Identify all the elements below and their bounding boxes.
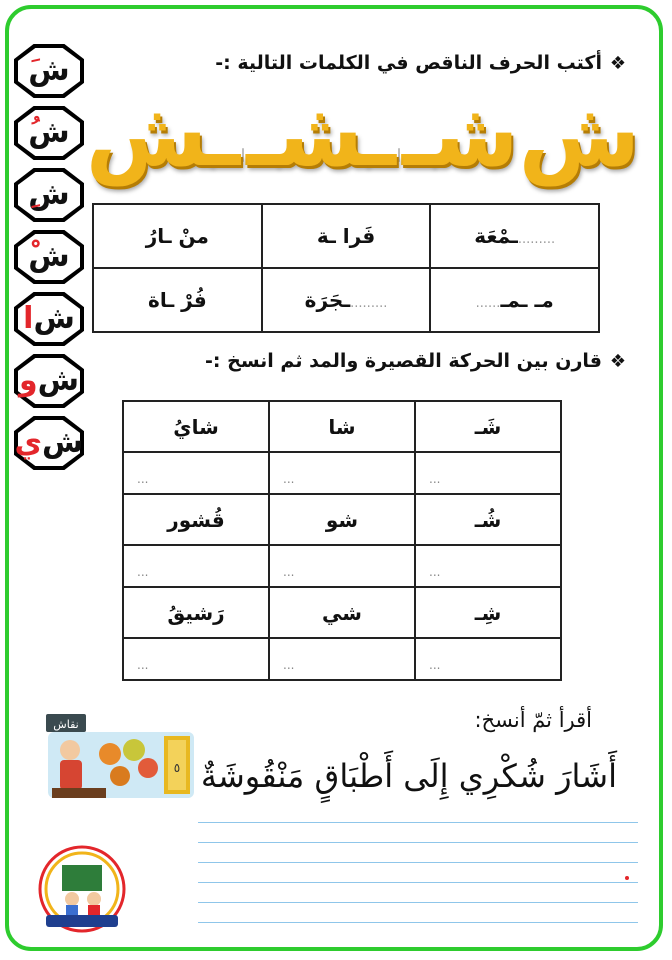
word-cell[interactable]: فَرا ـة [262, 204, 431, 268]
table-row [123, 587, 561, 638]
section1-heading: ❖أكتب الحرف الناقص في الكلمات التالية :- [215, 52, 627, 74]
connector-box [398, 148, 400, 162]
missing-letter-table [92, 203, 600, 333]
classroom-illustration [44, 710, 196, 802]
writing-line[interactable] [198, 842, 638, 843]
badge-fatha: ش [14, 44, 84, 98]
copy-cell[interactable]: ... [123, 638, 269, 680]
big-letter-isolated: ش [518, 83, 640, 186]
writing-line[interactable] [198, 902, 638, 903]
badge-alif: ش ا [14, 292, 84, 346]
writing-line[interactable] [198, 922, 638, 923]
writing-line[interactable] [198, 862, 638, 863]
word-cell: شا [269, 401, 415, 452]
read-copy-label: أقرأ ثمّ أنسخ: [474, 708, 592, 732]
diamond-bullet-icon: ❖ [609, 52, 627, 74]
badge-ya: ش ي [14, 416, 84, 470]
word-cell[interactable]: فُرْ ـاة [93, 268, 262, 332]
copy-row [123, 452, 561, 494]
badge-kasra: ش [14, 168, 84, 222]
badge-waw: ش و [14, 354, 84, 408]
word-cell: شي [269, 587, 415, 638]
big-letter-final: ـش [85, 83, 241, 186]
school-logo-icon [38, 845, 126, 933]
word-cell[interactable]: منْ ـارُ [93, 204, 262, 268]
reading-sentence: أَشَارَ شُكْرِي إِلَى أَطْبَاقٍ مَنْقُوشَةٌ [200, 757, 617, 795]
copy-cell[interactable]: ... [123, 452, 269, 494]
badge-sukun: ش [14, 230, 84, 284]
big-letter-forms [85, 80, 640, 190]
writing-lines[interactable] [198, 822, 638, 942]
svg-text:نقاش: نقاش [53, 718, 79, 731]
copy-cell[interactable]: ... [269, 545, 415, 587]
copy-cell[interactable]: ... [415, 452, 561, 494]
word-cell: شايُ [123, 401, 269, 452]
red-dot-mark [625, 876, 629, 880]
word-cell: شُـ [415, 494, 561, 545]
section2-heading: ❖قارن بين الحركة القصيرة والمد ثم انسخ :- [205, 350, 627, 372]
word-cell: شو [269, 494, 415, 545]
copy-cell[interactable]: ... [415, 638, 561, 680]
table-row [93, 204, 599, 268]
big-letter-medial: ـشـ [246, 83, 396, 186]
compare-copy-table [122, 400, 562, 681]
copy-cell[interactable]: ... [269, 638, 415, 680]
word-cell: رَشيقُ [123, 587, 269, 638]
connector-box [242, 148, 244, 162]
diamond-bullet-icon: ❖ [609, 350, 627, 372]
writing-line[interactable] [198, 882, 638, 883]
word-cell: قُشور [123, 494, 269, 545]
word-cell: شِـ [415, 587, 561, 638]
word-cell: شَـ [415, 401, 561, 452]
word-cell[interactable]: .........ـمْعَة [430, 204, 599, 268]
table-row [123, 401, 561, 452]
copy-cell[interactable]: ... [123, 545, 269, 587]
writing-line[interactable] [198, 822, 638, 823]
table-row [123, 494, 561, 545]
letter-badges [14, 44, 88, 478]
table-row [93, 268, 599, 332]
word-cell[interactable]: .........ـجَرَة [262, 268, 431, 332]
word-cell[interactable]: مـ ـمـ...... [430, 268, 599, 332]
big-letter-initial: شـ [401, 83, 519, 186]
copy-row [123, 638, 561, 680]
badge-damma: ش [14, 106, 84, 160]
copy-cell[interactable]: ... [415, 545, 561, 587]
svg-text:٥: ٥ [173, 761, 181, 775]
copy-row [123, 545, 561, 587]
copy-cell[interactable]: ... [269, 452, 415, 494]
